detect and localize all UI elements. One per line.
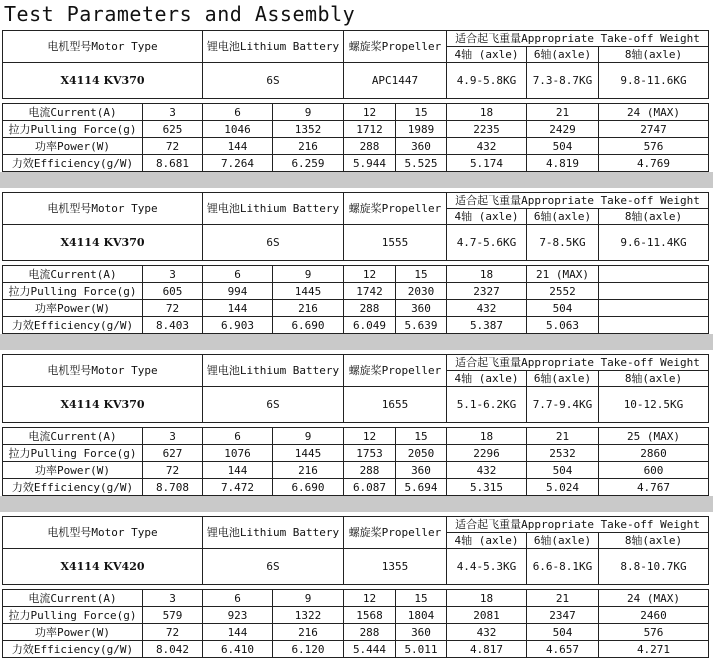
spec-header-table [2, 192, 709, 261]
battery-header: 锂电池Lithium Battery [203, 31, 344, 63]
axle6-header: 6轴(axle) [527, 533, 599, 549]
power-cell: 600 [599, 462, 709, 479]
current-row [3, 428, 709, 445]
power-cell: 72 [143, 138, 203, 155]
current-cell: 3 [143, 104, 203, 121]
propeller-value: APC1447 [344, 63, 447, 99]
pulling-cell: 1742 [344, 283, 396, 300]
efficiency-cell: 8.681 [143, 155, 203, 172]
pulling-cell: 625 [143, 121, 203, 138]
current-cell: 18 [447, 266, 527, 283]
power-cell: 144 [203, 300, 273, 317]
power-cell: 360 [396, 624, 447, 641]
performance-table [2, 265, 709, 334]
current-cell: 9 [273, 266, 344, 283]
battery-header: 锂电池Lithium Battery [203, 517, 344, 549]
current-row [3, 590, 709, 607]
spec-header-table [2, 30, 709, 99]
power-cell: 216 [273, 624, 344, 641]
power-cell: 216 [273, 300, 344, 317]
current-cell: 24 (MAX) [599, 104, 709, 121]
pulling-cell: 1989 [396, 121, 447, 138]
efficiency-cell: 5.387 [447, 317, 527, 334]
efficiency-cell: 6.690 [273, 479, 344, 496]
efficiency-cell: 8.708 [143, 479, 203, 496]
power-row [3, 138, 709, 155]
power-cell [599, 300, 709, 317]
block-separator [0, 496, 713, 512]
efficiency-cell: 5.315 [447, 479, 527, 496]
current-cell: 6 [203, 590, 273, 607]
current-cell: 15 [396, 104, 447, 121]
efficiency-cell: 4.819 [527, 155, 599, 172]
pulling-cell: 1445 [273, 445, 344, 462]
current-row [3, 104, 709, 121]
efficiency-cell: 5.525 [396, 155, 447, 172]
power-cell: 72 [143, 462, 203, 479]
motor-type-header: 电机型号Motor Type [3, 517, 203, 549]
block-separator [0, 172, 713, 188]
efficiency-cell: 4.271 [599, 641, 709, 658]
current-cell [599, 266, 709, 283]
current-cell: 18 [447, 428, 527, 445]
power-cell: 432 [447, 624, 527, 641]
current-cell: 3 [143, 428, 203, 445]
battery-value: 6S [203, 549, 344, 585]
battery-value: 6S [203, 63, 344, 99]
pulling-cell: 2081 [447, 607, 527, 624]
current-cell: 9 [273, 428, 344, 445]
axle4-header: 4轴 (axle) [447, 47, 527, 63]
axle8-header: 8轴(axle) [599, 533, 709, 549]
battery-header: 锂电池Lithium Battery [203, 355, 344, 387]
efficiency-cell: 6.120 [273, 641, 344, 658]
pulling-force-row [3, 121, 709, 138]
spec-header-table [2, 354, 709, 423]
current-cell: 15 [396, 590, 447, 607]
efficiency-cell: 5.024 [527, 479, 599, 496]
page-title: Test Parameters and Assembly [4, 2, 356, 26]
pulling-cell: 923 [203, 607, 273, 624]
current-cell: 9 [273, 104, 344, 121]
efficiency-cell: 4.769 [599, 155, 709, 172]
pulling-cell: 1322 [273, 607, 344, 624]
current-cell: 18 [447, 104, 527, 121]
power-row-label: 功率Power(W) [3, 462, 143, 479]
battery-header: 锂电池Lithium Battery [203, 193, 344, 225]
axle4-header: 4轴 (axle) [447, 209, 527, 225]
pulling-cell: 994 [203, 283, 273, 300]
power-cell: 576 [599, 138, 709, 155]
axle4-header: 4轴 (axle) [447, 371, 527, 387]
motor-spec-block [2, 354, 708, 496]
pulling-cell: 605 [143, 283, 203, 300]
current-cell: 12 [344, 590, 396, 607]
power-row [3, 624, 709, 641]
power-cell: 504 [527, 624, 599, 641]
pulling-cell: 2327 [447, 283, 527, 300]
efficiency-row [3, 317, 709, 334]
axle6-weight: 7.7-9.4KG [527, 387, 599, 423]
current-cell: 24 (MAX) [599, 590, 709, 607]
pulling-cell: 2050 [396, 445, 447, 462]
power-cell: 288 [344, 300, 396, 317]
efficiency-row [3, 155, 709, 172]
pulling-cell: 2030 [396, 283, 447, 300]
efficiency-cell: 5.639 [396, 317, 447, 334]
axle4-weight: 4.7-5.6KG [447, 225, 527, 261]
efficiency-cell: 4.817 [447, 641, 527, 658]
pulling-cell [599, 283, 709, 300]
current-row-label: 电流Current(A) [3, 266, 143, 283]
pulling-cell: 1445 [273, 283, 344, 300]
axle8-header: 8轴(axle) [599, 47, 709, 63]
efficiency-cell: 5.174 [447, 155, 527, 172]
pulling-cell: 2532 [527, 445, 599, 462]
efficiency-row [3, 479, 709, 496]
pulling-cell: 1753 [344, 445, 396, 462]
propeller-value: 1655 [344, 387, 447, 423]
axle8-header: 8轴(axle) [599, 209, 709, 225]
power-cell: 504 [527, 138, 599, 155]
axle8-weight: 9.8-11.6KG [599, 63, 709, 99]
motor-spec-block [2, 192, 708, 334]
takeoff-weight-header: 适合起飞重量Appropriate Take-off Weight [447, 193, 709, 209]
pulling-cell: 2552 [527, 283, 599, 300]
pulling-cell: 2347 [527, 607, 599, 624]
axle6-weight: 7-8.5KG [527, 225, 599, 261]
axle8-weight: 10-12.5KG [599, 387, 709, 423]
propeller-header: 螺旋桨Propeller [344, 193, 447, 225]
current-cell: 21 [527, 104, 599, 121]
motor-type-header: 电机型号Motor Type [3, 193, 203, 225]
efficiency-cell: 5.063 [527, 317, 599, 334]
power-cell: 288 [344, 462, 396, 479]
power-cell: 144 [203, 462, 273, 479]
efficiency-cell: 5.694 [396, 479, 447, 496]
power-cell: 216 [273, 462, 344, 479]
current-cell: 6 [203, 266, 273, 283]
efficiency-row-label: 力效Efficiency(g/W) [3, 155, 143, 172]
power-row [3, 462, 709, 479]
motor-model: X4114 KV370 [3, 225, 203, 261]
efficiency-cell: 7.472 [203, 479, 273, 496]
axle8-weight: 9.6-11.4KG [599, 225, 709, 261]
pulling-force-row-label: 拉力Pulling Force(g) [3, 121, 143, 138]
efficiency-cell: 6.259 [273, 155, 344, 172]
power-cell: 432 [447, 138, 527, 155]
motor-type-header: 电机型号Motor Type [3, 31, 203, 63]
power-cell: 432 [447, 300, 527, 317]
pulling-cell: 1076 [203, 445, 273, 462]
efficiency-row-label: 力效Efficiency(g/W) [3, 479, 143, 496]
pulling-cell: 1712 [344, 121, 396, 138]
axle6-header: 6轴(axle) [527, 371, 599, 387]
efficiency-cell: 4.767 [599, 479, 709, 496]
power-cell: 144 [203, 624, 273, 641]
efficiency-cell: 4.657 [527, 641, 599, 658]
pulling-force-row-label: 拉力Pulling Force(g) [3, 607, 143, 624]
propeller-value: 1555 [344, 225, 447, 261]
efficiency-cell: 6.087 [344, 479, 396, 496]
axle4-header: 4轴 (axle) [447, 533, 527, 549]
power-cell: 216 [273, 138, 344, 155]
axle8-header: 8轴(axle) [599, 371, 709, 387]
performance-table [2, 103, 709, 172]
pulling-cell: 2860 [599, 445, 709, 462]
current-cell: 21 (MAX) [527, 266, 599, 283]
current-cell: 18 [447, 590, 527, 607]
pulling-cell: 579 [143, 607, 203, 624]
pulling-force-row [3, 283, 709, 300]
current-cell: 12 [344, 104, 396, 121]
pulling-cell: 1568 [344, 607, 396, 624]
current-cell: 9 [273, 590, 344, 607]
axle4-weight: 4.9-5.8KG [447, 63, 527, 99]
power-cell: 504 [527, 300, 599, 317]
current-cell: 21 [527, 428, 599, 445]
pulling-force-row-label: 拉力Pulling Force(g) [3, 283, 143, 300]
efficiency-cell: 6.049 [344, 317, 396, 334]
current-cell: 15 [396, 428, 447, 445]
battery-value: 6S [203, 387, 344, 423]
axle6-header: 6轴(axle) [527, 209, 599, 225]
power-cell: 576 [599, 624, 709, 641]
power-row-label: 功率Power(W) [3, 138, 143, 155]
pulling-force-row [3, 607, 709, 624]
axle8-weight: 8.8-10.7KG [599, 549, 709, 585]
efficiency-cell: 8.042 [143, 641, 203, 658]
power-cell: 288 [344, 138, 396, 155]
performance-table [2, 589, 709, 658]
pulling-cell: 2296 [447, 445, 527, 462]
block-separator [0, 334, 713, 350]
motor-spec-block [2, 30, 708, 172]
motor-type-header: 电机型号Motor Type [3, 355, 203, 387]
power-cell: 72 [143, 624, 203, 641]
pulling-cell: 2429 [527, 121, 599, 138]
current-cell: 3 [143, 590, 203, 607]
current-cell: 21 [527, 590, 599, 607]
efficiency-cell: 6.690 [273, 317, 344, 334]
performance-table [2, 427, 709, 496]
propeller-header: 螺旋桨Propeller [344, 31, 447, 63]
current-cell: 6 [203, 428, 273, 445]
current-row-label: 电流Current(A) [3, 104, 143, 121]
efficiency-row-label: 力效Efficiency(g/W) [3, 641, 143, 658]
efficiency-cell: 6.903 [203, 317, 273, 334]
current-cell: 6 [203, 104, 273, 121]
efficiency-cell: 7.264 [203, 155, 273, 172]
current-row-label: 电流Current(A) [3, 428, 143, 445]
axle4-weight: 5.1-6.2KG [447, 387, 527, 423]
power-cell: 504 [527, 462, 599, 479]
axle6-header: 6轴(axle) [527, 47, 599, 63]
pulling-force-row-label: 拉力Pulling Force(g) [3, 445, 143, 462]
battery-value: 6S [203, 225, 344, 261]
spec-header-table [2, 516, 709, 585]
power-cell: 72 [143, 300, 203, 317]
pulling-cell: 1352 [273, 121, 344, 138]
power-cell: 432 [447, 462, 527, 479]
motor-model: X4114 KV420 [3, 549, 203, 585]
efficiency-cell: 5.444 [344, 641, 396, 658]
propeller-value: 1355 [344, 549, 447, 585]
current-cell: 15 [396, 266, 447, 283]
efficiency-cell [599, 317, 709, 334]
power-cell: 360 [396, 138, 447, 155]
pulling-cell: 1804 [396, 607, 447, 624]
pulling-cell: 1046 [203, 121, 273, 138]
pulling-cell: 2460 [599, 607, 709, 624]
power-cell: 144 [203, 138, 273, 155]
pulling-force-row [3, 445, 709, 462]
axle4-weight: 4.4-5.3KG [447, 549, 527, 585]
efficiency-cell: 8.403 [143, 317, 203, 334]
axle6-weight: 7.3-8.7KG [527, 63, 599, 99]
power-cell: 288 [344, 624, 396, 641]
power-cell: 360 [396, 300, 447, 317]
efficiency-cell: 5.011 [396, 641, 447, 658]
efficiency-cell: 6.410 [203, 641, 273, 658]
propeller-header: 螺旋桨Propeller [344, 355, 447, 387]
takeoff-weight-header: 适合起飞重量Appropriate Take-off Weight [447, 517, 709, 533]
efficiency-row-label: 力效Efficiency(g/W) [3, 317, 143, 334]
current-cell: 25 (MAX) [599, 428, 709, 445]
pulling-cell: 2235 [447, 121, 527, 138]
propeller-header: 螺旋桨Propeller [344, 517, 447, 549]
power-row-label: 功率Power(W) [3, 300, 143, 317]
power-row-label: 功率Power(W) [3, 624, 143, 641]
current-cell: 3 [143, 266, 203, 283]
motor-model: X4114 KV370 [3, 63, 203, 99]
motor-model: X4114 KV370 [3, 387, 203, 423]
current-row-label: 电流Current(A) [3, 590, 143, 607]
power-cell: 360 [396, 462, 447, 479]
axle6-weight: 6.6-8.1KG [527, 549, 599, 585]
pulling-cell: 2747 [599, 121, 709, 138]
current-cell: 12 [344, 266, 396, 283]
takeoff-weight-header: 适合起飞重量Appropriate Take-off Weight [447, 355, 709, 371]
current-row [3, 266, 709, 283]
takeoff-weight-header: 适合起飞重量Appropriate Take-off Weight [447, 31, 709, 47]
pulling-cell: 627 [143, 445, 203, 462]
current-cell: 12 [344, 428, 396, 445]
efficiency-row [3, 641, 709, 658]
power-row [3, 300, 709, 317]
motor-spec-block [2, 516, 708, 658]
efficiency-cell: 5.944 [344, 155, 396, 172]
